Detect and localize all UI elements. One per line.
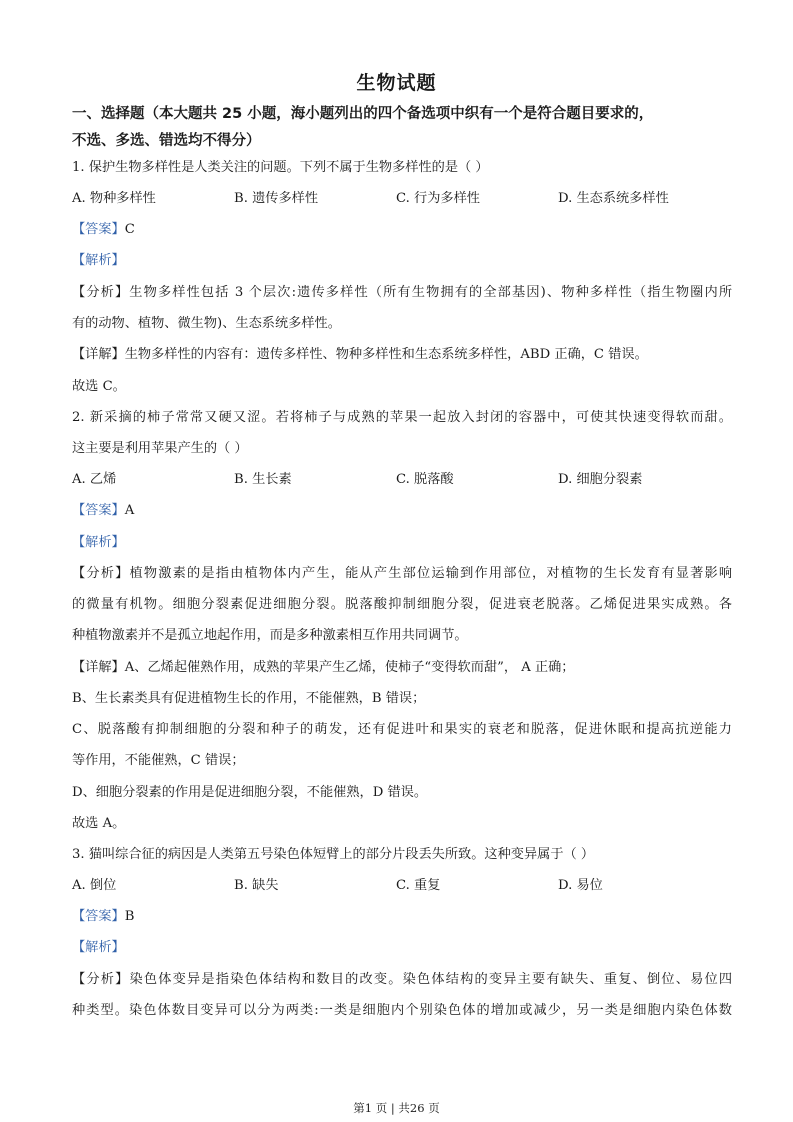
page-footer: 第1 页 | 共26 页: [353, 1101, 440, 1115]
xiangjie-tag: 【详解】: [72, 660, 125, 675]
fenxi-tag: 【分析】: [72, 285, 130, 300]
question-2-option-c: C. 脱落酸: [396, 472, 454, 487]
question-2-stem-line-1: 2. 新采摘的柿子常常又硬又涩。若将柿子与成熟的苹果一起放入封闭的容器中，可使其快速变得软而甜。: [72, 410, 732, 425]
question-2-analysis-heading: [72, 533, 732, 553]
section-header: [72, 101, 732, 155]
question-2-detail-d: D、细胞分裂素的作用是促进细胞分裂，不能催熟，D 错误。: [72, 785, 428, 800]
fenxi-tag: 【分析】: [72, 566, 130, 581]
question-2-detail-b: B、生长素类具有促进植物生长的作用，不能催熟，B 错误；: [72, 691, 426, 706]
question-3-answer: [72, 907, 732, 927]
answer-value: B: [124, 909, 135, 924]
fenxi-text: 植物激素的是指由植物体内产生，能从产生部位运输到作用部位，对植物的生长发育有显著影响: [129, 566, 733, 581]
question-2-conclusion: 故选 A。: [72, 816, 126, 831]
fenxi-text: 生物多样性包括 3 个层次:遗传多样性（所有生物拥有的全部基因)、物种多样性（指生物圈内所: [129, 285, 733, 300]
xiangjie-text: 生物多样性的内容有：遗传多样性、物种多样性和生态系统多样性，ABD 正确，C 错误。: [124, 347, 648, 362]
answer-tag: 【答案】: [72, 909, 125, 924]
question-1-option-c: C. 行为多样性: [396, 191, 480, 206]
question-2-option-a: A. 乙烯: [72, 472, 117, 487]
section-header-line-2: 不选、多选、错选均不得分）: [72, 133, 261, 149]
question-2-detail-c-line-2: 等作用，不能催熟，C 错误；: [72, 753, 245, 768]
question-2-fenxi-line-3: 种植物激素并不是孤立地起作用，而是多种激素相互作用共同调节。: [72, 628, 468, 643]
xiangjie-text: A、乙烯起催熟作用，成熟的苹果产生乙烯，使柿子“变得软而甜”， A 正确；: [124, 660, 575, 675]
question-1-option-b: B. 遗传多样性: [234, 191, 319, 206]
analysis-tag: 【解析】: [72, 535, 125, 550]
question-2-stem-line-2: 这主要是利用苹果产生的（ ）: [72, 441, 248, 456]
answer-tag: 【答案】: [72, 222, 125, 237]
analysis-tag: 【解析】: [72, 253, 125, 268]
answer-tag: 【答案】: [72, 503, 125, 518]
question-1-answer: [72, 220, 732, 240]
question-1-stem: 1. 保护生物多样性是人类关注的问题。下列不属于生物多样性的是（ ）: [72, 160, 489, 175]
answer-value: C: [124, 222, 135, 237]
question-2-fenxi-line-2: 的微量有机物。细胞分裂素促进细胞分裂。脱落酸抑制细胞分裂，促进衰老脱落。乙烯促进果实成熟。各: [72, 597, 732, 612]
question-3-option-a: A. 倒位: [72, 878, 117, 893]
question-1-xiangjie: [72, 345, 732, 365]
section-header-line-1: 一、选择题（本大题共 25 小题，海小题列出的四个备选项中织有一个是符合题目要求的，: [72, 106, 654, 122]
question-1-conclusion: 故选 C。: [72, 379, 126, 394]
question-3-fenxi-line-1: [72, 970, 732, 990]
question-3-fenxi-line-2: 种类型。染色体数目变异可以分为两类:一类是细胞内个别染色体的增加或减少，另一类是细胞内染色体数: [72, 1003, 732, 1018]
fenxi-tag: 【分析】: [72, 972, 130, 987]
question-2-fenxi-line-1: [72, 564, 732, 584]
question-1-option-a: A. 物种多样性: [72, 191, 156, 206]
analysis-tag: 【解析】: [72, 940, 125, 955]
question-2-xiangjie: [72, 658, 732, 678]
question-3-stem: 3. 猫叫综合征的病因是人类第五号染色体短臂上的部分片段丢失所致。这种变异属于（ ）: [72, 847, 595, 862]
answer-value: A: [124, 503, 135, 518]
question-3-option-b: B. 缺失: [234, 878, 279, 893]
question-2-option-d: D. 细胞分裂素: [558, 472, 643, 487]
question-2-detail-c-line-1: C、脱落酸有抑制细胞的分裂和种子的萌发，还有促进叶和果实的衰老和脱落，促进休眠和提高抗逆能力: [72, 722, 732, 737]
page-title: 生物试题: [356, 72, 437, 94]
fenxi-text: 染色体变异是指染色体结构和数目的改变。染色体结构的变异主要有缺失、重复、倒位、易位四: [129, 972, 733, 987]
question-1-fenxi-line-1: [72, 283, 732, 303]
question-1-analysis-heading: [72, 251, 732, 271]
question-2-answer: [72, 501, 732, 521]
question-3-option-d: D. 易位: [558, 878, 603, 893]
question-3-analysis-heading: [72, 938, 732, 958]
question-1-fenxi-line-2: 有的动物、植物、微生物)、生态系统多样性。: [72, 316, 341, 331]
xiangjie-tag: 【详解】: [72, 347, 125, 362]
question-3-option-c: C. 重复: [396, 878, 441, 893]
question-1-option-d: D. 生态系统多样性: [558, 191, 669, 206]
question-2-option-b: B. 生长素: [234, 472, 292, 487]
